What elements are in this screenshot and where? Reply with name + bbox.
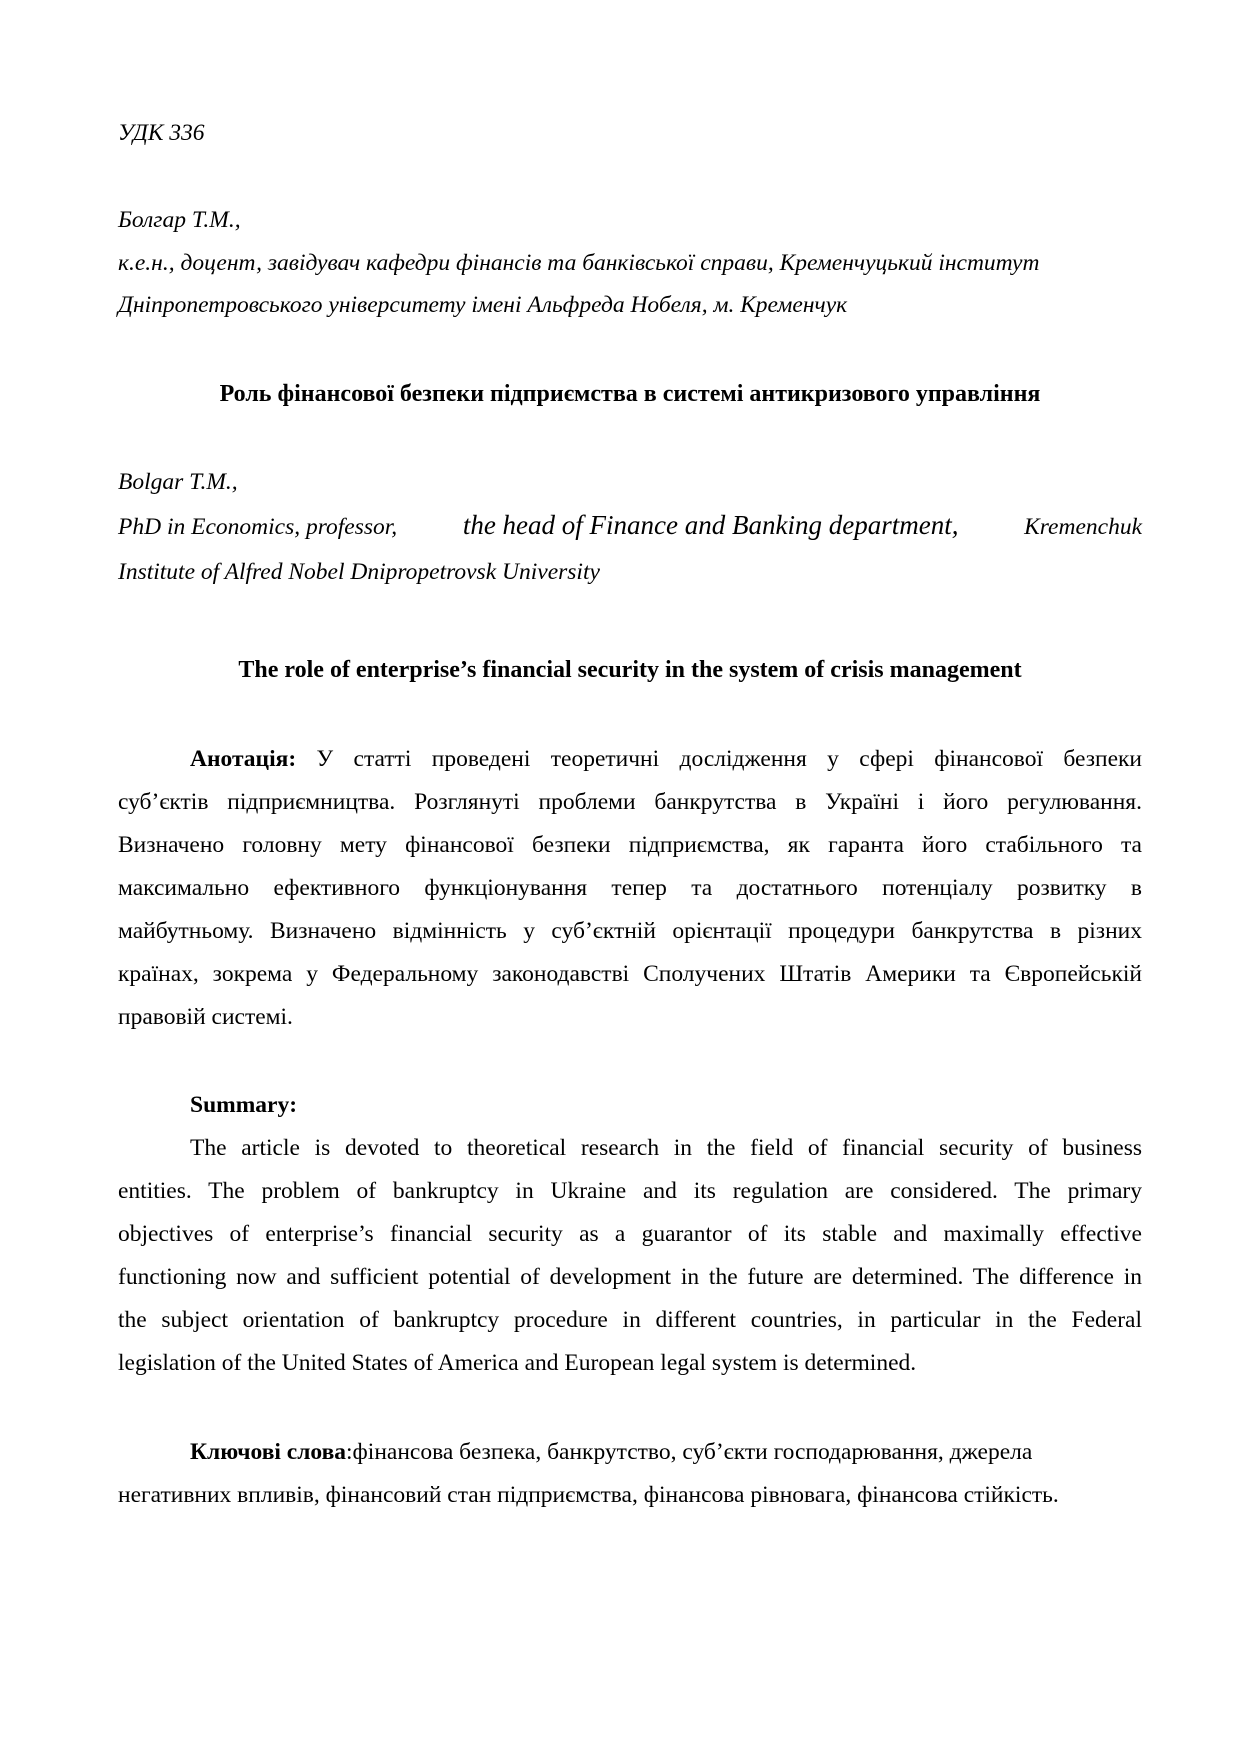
abstract-line-2: суб’єктів підприємництва. Розглянуті проблеми банкрутства в Україні і його регулювання. [118,789,1142,815]
summary-line-1: The article is devoted to theoretical research in the field of financial security of business [190,1135,1142,1161]
affiliation-en-part3: Kremenchuk [1024,514,1142,540]
affiliation-en-part1: PhD in Economics, professor, [118,514,398,540]
author-name-en: Bolgar T.M., [118,469,238,495]
abstract-line-3: Визначено головну мету фінансової безпеки підприємства, як гаранта його стабільного та [118,832,1142,858]
title-ua: Роль фінансової безпеки підприємства в системі антикризового управління [219,381,1041,407]
summary-line-4: functioning now and sufficient potential of development in the future are determined. The difference in [118,1264,1142,1290]
summary-line-3: objectives of enterprise’s financial security as a guarantor of its stable and maximally effective [118,1221,1142,1247]
summary-line-5: the subject orientation of bankruptcy procedure in different countries, in particular in the Federal [118,1307,1142,1333]
abstract-line-1: Анотація: У статті проведені теоретичні дослідження у сфері фінансової безпеки [190,746,1143,772]
abstract-line-5: майбутньому. Визначено відмінність у суб’єктній орієнтації процедури банкрутства в різних [118,918,1142,944]
udk-code: УДК 336 [118,120,205,146]
affiliation-en-part2: the head of Finance and Banking department, [462,510,959,540]
abstract-line-4: максимально ефективного функціонування тепер та достатнього потенціалу розвитку в [118,875,1142,901]
keywords-label: Ключові слова [190,1439,347,1465]
summary-label: Summary: [190,1092,298,1118]
summary-line-6: legislation of the United States of America and European legal system is determined. [118,1350,917,1376]
summary-line-2: entities. The problem of bankruptcy in Ukraine and its regulation are considered. The primary [118,1178,1142,1204]
abstract-label: Анотація: [190,746,297,772]
title-en: The role of enterprise’s financial security in the system of crisis management [238,657,1022,683]
author-affiliation-en-line2: Institute of Alfred Nobel Dnipropetrovsk University [118,559,600,585]
abstract-line-7: правовій системі. [118,1004,293,1030]
author-affiliation-ua-line1: к.е.н., доцент, завідувач кафедри фінансів та банківської справи, Кременчуцький інститут [118,250,1040,276]
author-affiliation-ua-line2: Дніпропетровського університету імені Альфреда Нобеля, м. Кременчук [118,292,848,318]
keywords-line-1: Ключові слова:фінансова безпека, банкрутство, суб’єкти господарювання, джерела [190,1439,1033,1465]
keywords-line-2: негативних впливів, фінансовий стан підприємства, фінансова рівновага, фінансова стійкість. [118,1482,1059,1508]
author-affiliation-en-line1 [118,510,1142,542]
author-name-ua: Болгар Т.М., [118,207,241,233]
abstract-line-6: країнах, зокрема у Федеральному законодавстві Сполучених Штатів Америки та Європейській [118,961,1142,987]
